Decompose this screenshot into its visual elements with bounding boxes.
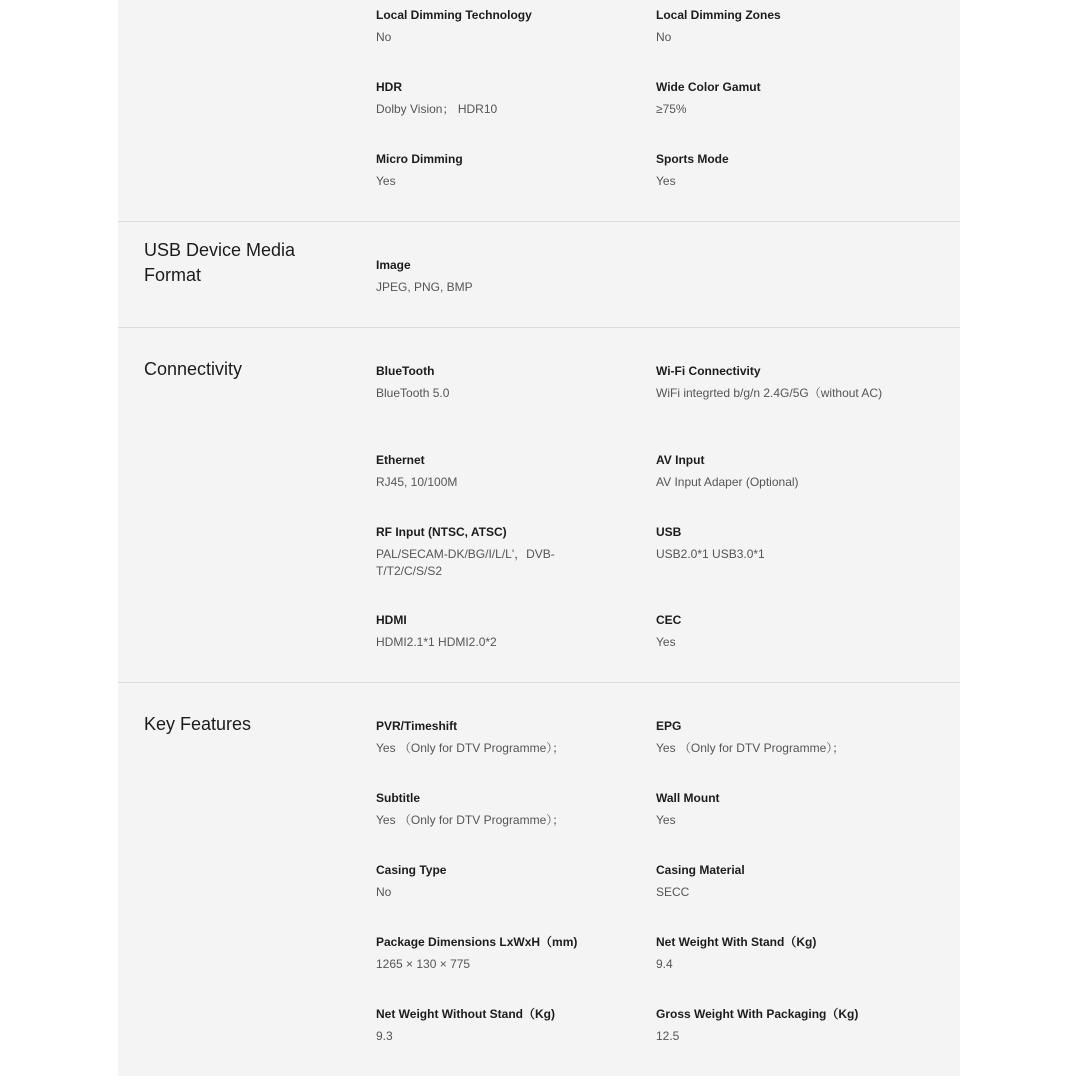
spec-item [376, 1006, 616, 1045]
spec-value: RJ45, 10/100M [376, 475, 458, 489]
spec-label: Image [376, 258, 411, 272]
spec-value: Yes [656, 174, 676, 188]
spec-section-display [118, 0, 960, 222]
section-title: USB Device Media Format [144, 240, 296, 285]
spec-section-connectivity [118, 328, 960, 683]
spec-item [656, 7, 896, 46]
spec-label: PVR/Timeshift [376, 719, 458, 733]
spec-label: HDMI [376, 613, 407, 627]
spec-label: RF Input (NTSC, ATSC) [376, 525, 507, 539]
spec-value: HDMI2.1*1 HDMI2.0*2 [376, 635, 497, 649]
spec-label: Casing Material [656, 863, 745, 877]
spec-value: No [376, 30, 392, 44]
spec-item [376, 790, 616, 829]
spec-value: Yes （Only for DTV Programme）； [376, 813, 565, 827]
spec-value: 9.3 [376, 1029, 393, 1043]
spec-label: EPG [656, 719, 682, 733]
spec-label: Casing Type [376, 863, 447, 877]
spec-label: Net Weight With Stand（Kg) [656, 935, 817, 949]
spec-label: Wide Color Gamut [656, 80, 761, 94]
spec-item [376, 363, 616, 402]
spec-item [656, 718, 896, 757]
spec-item [656, 79, 896, 118]
spec-item [656, 790, 896, 829]
spec-item [376, 862, 616, 901]
spec-value: Yes [656, 813, 676, 827]
spec-label: AV Input [656, 453, 705, 467]
spec-section-usb-media [118, 222, 960, 328]
spec-label: Local Dimming Zones [656, 8, 781, 22]
spec-item [376, 7, 616, 46]
spec-label: BlueTooth [376, 364, 435, 378]
spec-value: Yes [376, 174, 396, 188]
spec-label: USB [656, 525, 682, 539]
section-title: Connectivity [144, 359, 243, 379]
spec-value: 9.4 [656, 957, 673, 971]
spec-item [376, 934, 616, 973]
spec-item [656, 151, 896, 190]
spec-value: WiFi integrted b/g/n 2.4G/5G（without AC) [656, 386, 883, 400]
spec-label: Wall Mount [656, 791, 720, 805]
spec-value: No [376, 885, 392, 899]
spec-value: Dolby Vision； HDR10 [376, 102, 498, 116]
spec-label: Wi-Fi Connectivity [656, 364, 761, 378]
spec-section-key-features [118, 683, 960, 1076]
spec-label: Sports Mode [656, 152, 729, 166]
spec-label: Net Weight Without Stand（Kg) [376, 1007, 555, 1021]
spec-item [656, 1006, 896, 1045]
spec-label: Subtitle [376, 791, 420, 805]
spec-item [376, 151, 616, 190]
spec-item [656, 363, 896, 402]
spec-item [656, 934, 896, 973]
section-title: Key Features [144, 714, 252, 734]
spec-item [656, 524, 896, 563]
spec-label: CEC [656, 613, 682, 627]
spec-value: Yes [656, 635, 676, 649]
spec-value: SECC [656, 885, 690, 899]
spec-label: HDR [376, 80, 402, 94]
spec-value: JPEG, PNG, BMP [376, 280, 473, 294]
spec-value: 1265 × 130 × 775 [376, 957, 471, 971]
spec-label: Ethernet [376, 453, 425, 467]
spec-item [656, 452, 896, 491]
spec-value: Yes （Only for DTV Programme）； [376, 741, 565, 755]
spec-value: No [656, 30, 672, 44]
spec-item [656, 862, 896, 901]
spec-label: Gross Weight With Packaging（Kg) [656, 1007, 859, 1021]
spec-item [376, 257, 616, 296]
spec-label: Package Dimensions LxWxH（mm) [376, 935, 578, 949]
spec-value: USB2.0*1 USB3.0*1 [656, 547, 765, 561]
spec-value: PAL/SECAM-DK/BG/I/L/L'，DVB-T/T2/C/S/S2 [376, 547, 555, 578]
spec-item [376, 524, 616, 580]
spec-value: Yes （Only for DTV Programme）； [656, 741, 845, 755]
spec-item [376, 612, 616, 651]
spec-item [376, 718, 616, 757]
spec-value: AV Input Adaper (Optional) [656, 475, 799, 489]
spec-value: 12.5 [656, 1029, 680, 1043]
spec-item [376, 79, 616, 118]
spec-label: Micro Dimming [376, 152, 463, 166]
spec-item [656, 612, 896, 651]
spec-panel [118, 0, 960, 1076]
spec-value: ≥75% [656, 102, 687, 116]
spec-value: BlueTooth 5.0 [376, 386, 450, 400]
spec-label: Local Dimming Technology [376, 8, 532, 22]
spec-item [376, 452, 616, 491]
